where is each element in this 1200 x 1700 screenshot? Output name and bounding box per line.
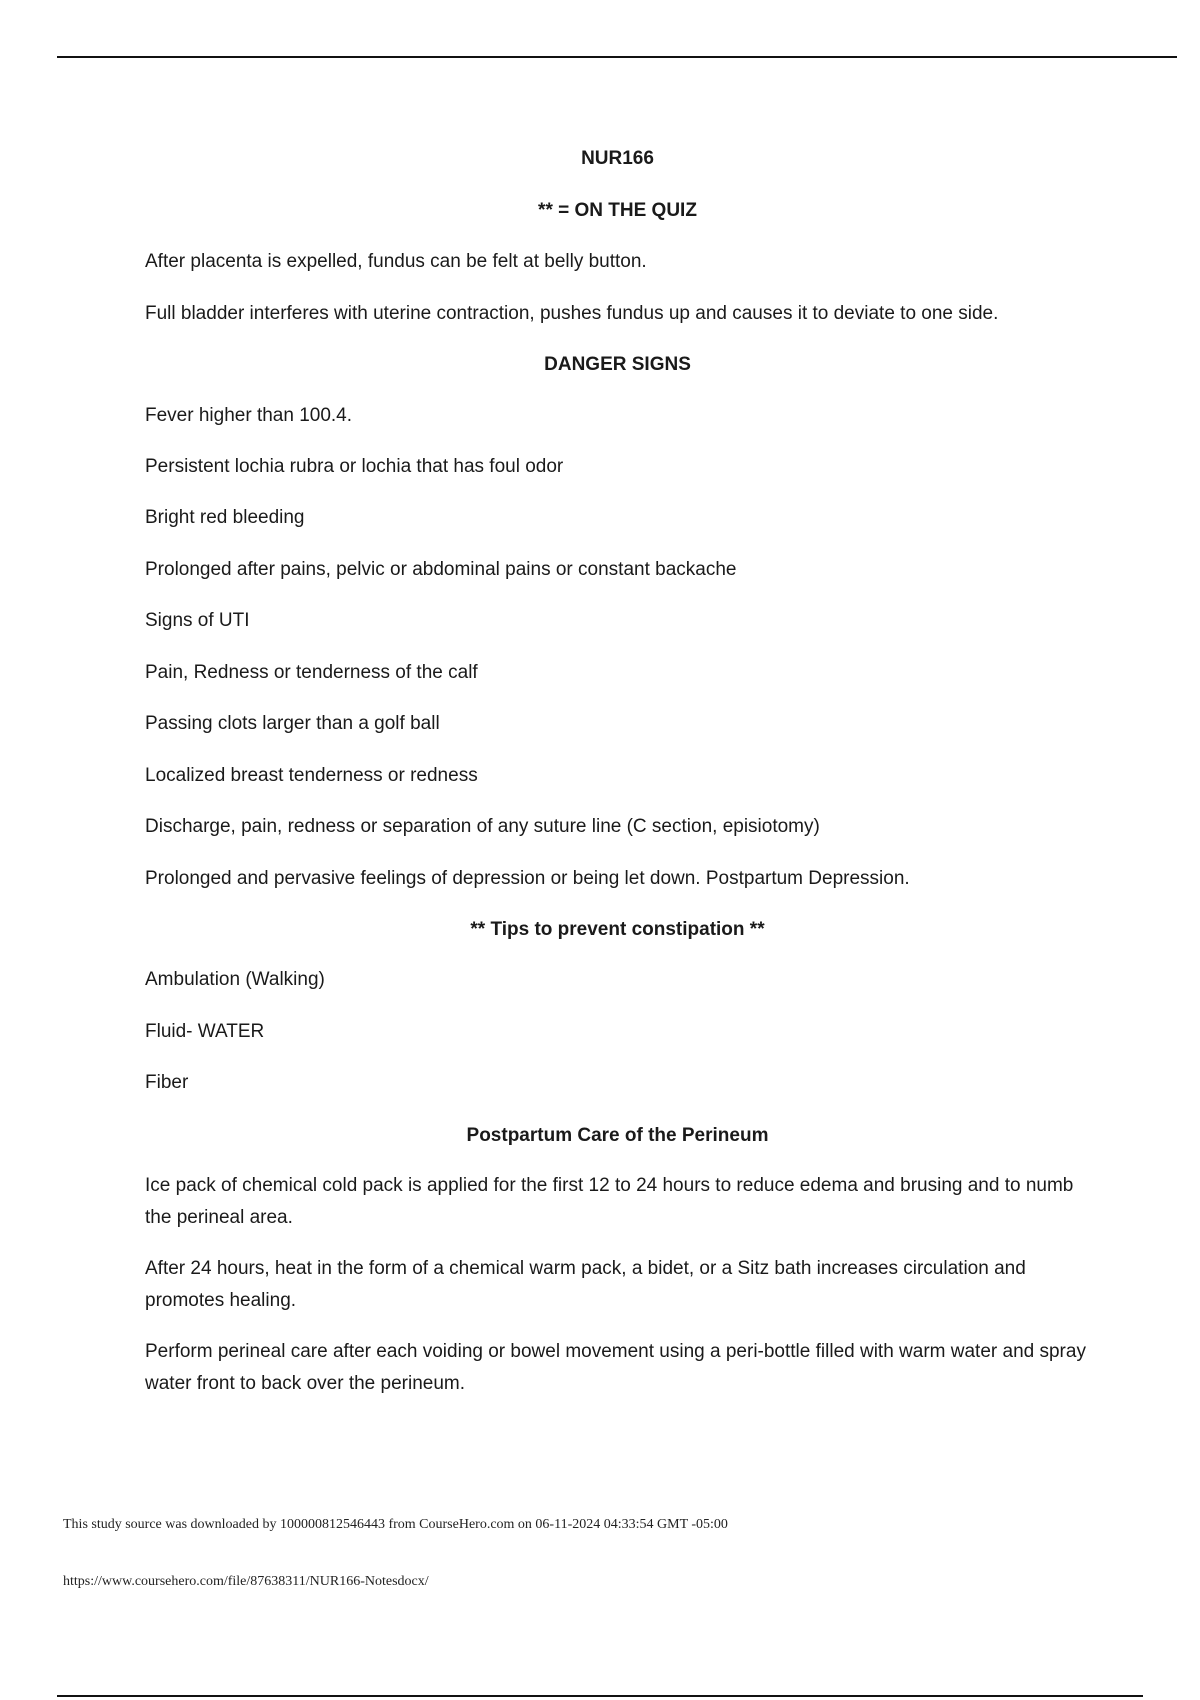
source-url: https://www.coursehero.com/file/87638311/NUR166-Notesdocx/ [63,1574,429,1589]
quiz-note: ** = ON THE QUIZ [538,200,697,221]
constipation-tip-item: Fiber [145,1072,189,1093]
danger-signs-heading: DANGER SIGNS [544,354,691,375]
document-title: NUR166 [581,148,654,169]
constipation-tip-item: Fluid- WATER [145,1021,265,1042]
danger-sign-item: Passing clots larger than a golf ball [145,713,440,734]
danger-sign-item: Persistent lochia rubra or lochia that has foul odor [145,456,564,477]
danger-sign-item: Localized breast tenderness or redness [145,765,478,786]
danger-sign-item: Discharge, pain, redness or separation of any suture line (C section, episiotomy) [145,816,820,837]
perineum-care-item: After 24 hours, heat in the form of a chemical warm pack, a bidet, or a Sitz bath increases circulation and promotes healing. [145,1258,1026,1311]
intro-paragraph: After placenta is expelled, fundus can be felt at belly button. [145,251,647,272]
constipation-heading: ** Tips to prevent constipation ** [470,919,765,940]
perineum-care-item: Ice pack of chemical cold pack is applied for the first 12 to 24 hours to reduce edema and brusing and to numb the perineal area. [145,1175,1074,1228]
source-attribution: This study source was downloaded by 100000812546443 from CourseHero.com on 06-11-2024 04:33:54 GMT -05:00 [63,1517,728,1532]
top-rule [57,56,1177,58]
danger-sign-item: Prolonged and pervasive feelings of depression or being let down. Postpartum Depression. [145,868,910,889]
danger-sign-item: Fever higher than 100.4. [145,405,353,426]
perineum-care-item: Perform perineal care after each voiding or bowel movement using a peri-bottle filled with warm water and spray water front to back over the perineum. [145,1341,1086,1394]
danger-sign-item: Bright red bleeding [145,507,305,528]
danger-sign-item: Signs of UTI [145,610,250,631]
intro-paragraph: Full bladder interferes with uterine contraction, pushes fundus up and causes it to deviate to one side. [145,303,999,324]
danger-sign-item: Pain, Redness or tenderness of the calf [145,662,478,683]
bottom-rule [57,1695,1143,1697]
constipation-tip-item: Ambulation (Walking) [145,969,325,990]
perineum-care-heading: Postpartum Care of the Perineum [466,1125,769,1146]
danger-sign-item: Prolonged after pains, pelvic or abdominal pains or constant backache [145,559,737,580]
